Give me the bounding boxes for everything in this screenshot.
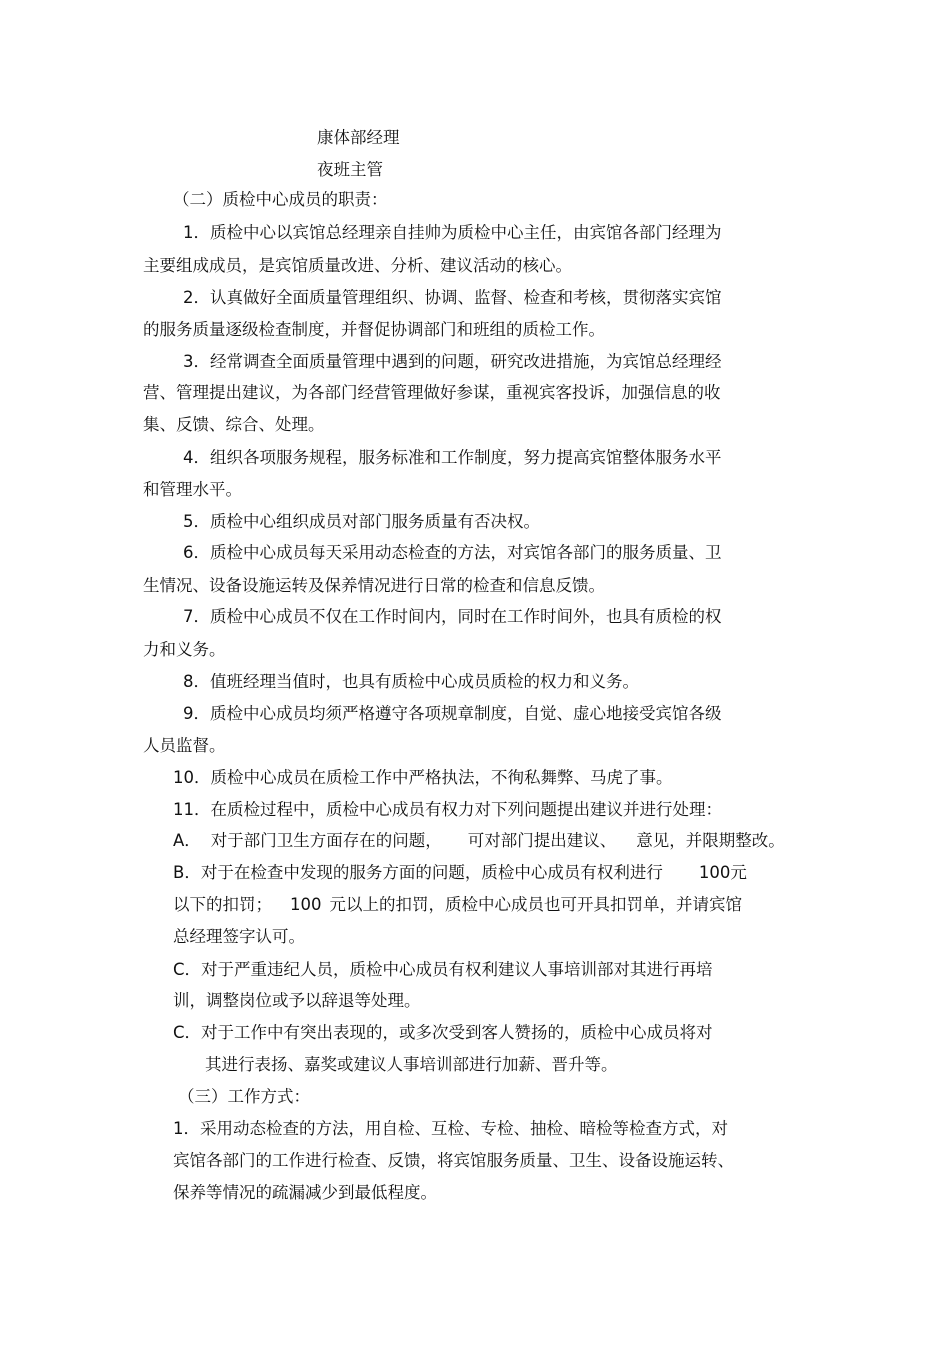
section2-heading: （二）质检中心成员的职责： [173, 190, 388, 209]
s3-item1-line1: 1．采用动态检查的方法，用自检、互检、专检、抽检、暗检等检查方式，对 [173, 1119, 728, 1138]
item4-line1: 4．组织各项服务规程，服务标准和工作制度，努力提高宾馆整体服务水平 [183, 448, 722, 467]
subA-line1 [173, 831, 785, 851]
subB-text-part1: 对于在检查中发现的服务方面的问题，质检中心成员有权利进行 [200, 863, 663, 882]
subC2-line2: 其进行表扬、嘉奖或建议人事培训部进行加薪、晋升等。 [205, 1055, 618, 1074]
item4-line2: 和管理水平。 [143, 480, 242, 499]
subB-amount: 100元 [698, 863, 747, 882]
item1-line2: 主要组成成员，是宾馆质量改进、分析、建议活动的核心。 [143, 256, 572, 275]
item8-line1: 8．值班经理当值时，也具有质检中心成员质检的权力和义务。 [183, 672, 639, 691]
item11-line1: 11．在质检过程中，质检中心成员有权力对下列问题提出建议并进行处理： [173, 800, 722, 819]
s3-item1-line3: 保养等情况的疏漏减少到最低程度。 [173, 1183, 437, 1202]
item1-line1: 1．质检中心以宾馆总经理亲自挂帅为质检中心主任，由宾馆各部门经理为 [183, 223, 722, 242]
item9-line2: 人员监督。 [143, 736, 226, 755]
subA-marker: A． [173, 831, 201, 850]
subC2-text-part1: 对于工作中有突出表现的，或多次受到客人赞扬的，质检中心成员将对 [201, 1023, 713, 1042]
subB-text-part3: 元以上的扣罚，质检中心成员也可开具扣罚单，并请宾馆 [329, 895, 742, 914]
subC2-line1 [173, 1023, 713, 1043]
item7-line1: 7．质检中心成员不仅在工作时间内，同时在工作时间外，也具有质检的权 [183, 607, 722, 626]
item3-line3: 集、反馈、综合、处理。 [143, 415, 325, 434]
section3-heading: （三）工作方式： [178, 1087, 310, 1106]
role-night-supervisor: 夜班主管 [317, 160, 383, 179]
subB-text-part2: 以下的扣罚； [173, 895, 272, 914]
item3-line2: 营、管理提出建议，为各部门经营管理做好参谋，重视宾客投诉，加强信息的收 [143, 383, 721, 402]
subA-text-part2: 可对部门提出建议、 [467, 831, 617, 850]
subA-text-part1: 对于部门卫生方面存在的问题， [210, 831, 442, 850]
item2-line1: 2．认真做好全面质量管理组织、协调、监督、检查和考核，贯彻落实宾馆 [183, 288, 722, 307]
item3-line1: 3．经常调查全面质量管理中遇到的问题，研究改进措施，为宾馆总经理经 [183, 352, 722, 371]
subB-marker: B． [173, 863, 201, 882]
subB-line2 [173, 895, 742, 915]
subC2-marker: C． [173, 1023, 202, 1042]
s3-item1-line2: 宾馆各部门的工作进行检查、反馈，将宾馆服务质量、卫生、设备设施运转、 [173, 1151, 734, 1170]
item10-line1: 10．质检中心成员在质检工作中严格执法，不徇私舞弊、马虎了事。 [173, 768, 673, 787]
subC1-line2: 训，调整岗位或予以辞退等处理。 [173, 991, 421, 1010]
subA-text-part3: 意见，并限期整改。 [636, 831, 785, 850]
item9-line1: 9．质检中心成员均须严格遵守各项规章制度，自觉、虚心地接受宾馆各级 [183, 704, 722, 723]
item6-line1: 6．质检中心成员每天采用动态检查的方法，对宾馆各部门的服务质量、卫 [183, 543, 722, 562]
subB-amount2: 100 [290, 895, 322, 914]
role-sports-manager: 康体部经理 [317, 128, 400, 147]
item7-line2: 力和义务。 [143, 640, 226, 659]
subC1-marker: C． [173, 960, 202, 979]
subC1-line1 [173, 960, 713, 980]
item2-line2: 的服务质量逐级检查制度，并督促协调部门和班组的质检工作。 [143, 320, 605, 339]
subB-line1 [173, 863, 747, 883]
item5-line1: 5．质检中心组织成员对部门服务质量有否决权。 [183, 512, 540, 531]
item6-line2: 生情况、设备设施运转及保养情况进行日常的检查和信息反馈。 [143, 576, 605, 595]
subC1-text-part1: 对于严重违纪人员，质检中心成员有权利建议人事培训部对其进行再培 [201, 960, 713, 979]
subB-line3: 总经理签字认可。 [173, 927, 305, 946]
